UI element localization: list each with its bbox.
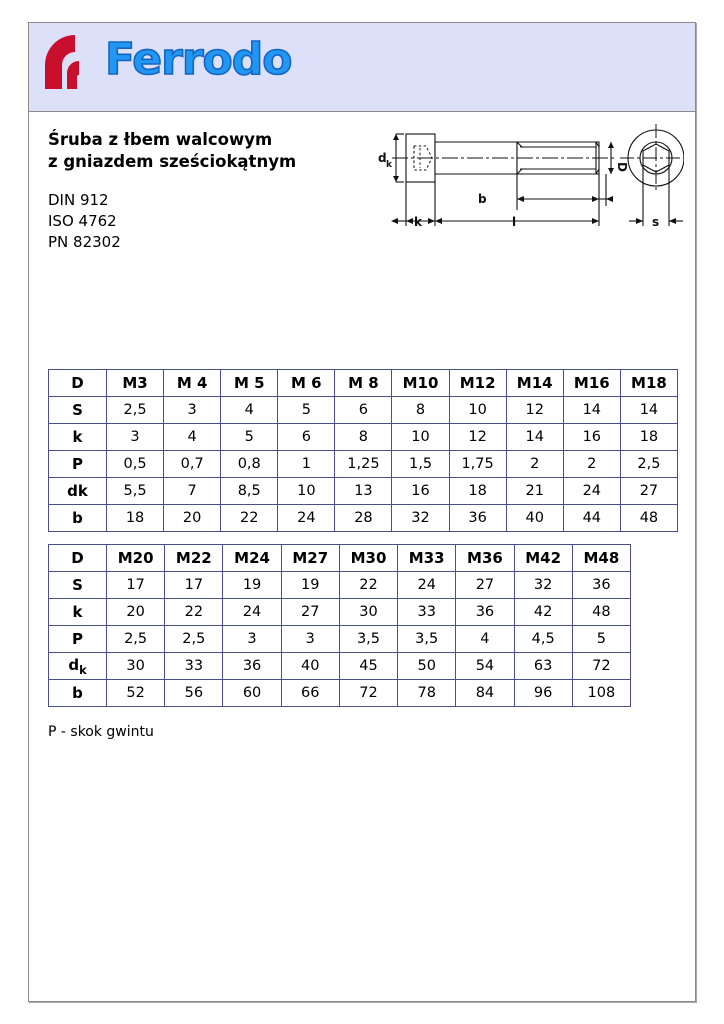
header-cell-size: M20 bbox=[107, 545, 165, 572]
table-cell: 12 bbox=[506, 397, 563, 424]
table-cell: 22 bbox=[221, 505, 278, 532]
table-cell: 33 bbox=[165, 653, 223, 680]
table-cell: 36 bbox=[572, 572, 630, 599]
header-logo-band bbox=[29, 23, 695, 112]
header-cell-size: M22 bbox=[165, 545, 223, 572]
table-cell: 96 bbox=[514, 680, 572, 707]
table-cell: 5 bbox=[572, 626, 630, 653]
table-row bbox=[49, 680, 631, 707]
table-cell: 32 bbox=[514, 572, 572, 599]
table-row bbox=[49, 599, 631, 626]
table-cell: 1,75 bbox=[449, 451, 506, 478]
table-cell: 33 bbox=[398, 599, 456, 626]
table-cell: 18 bbox=[620, 424, 677, 451]
header-cell-size: M 8 bbox=[335, 370, 392, 397]
table-cell: 40 bbox=[281, 653, 339, 680]
table-cell: 36 bbox=[223, 653, 281, 680]
table-cell: 8 bbox=[335, 424, 392, 451]
label-s: s bbox=[652, 215, 660, 229]
row-label: k bbox=[49, 424, 107, 451]
page-content bbox=[29, 112, 695, 740]
table-cell: 40 bbox=[506, 505, 563, 532]
table-cell: 42 bbox=[514, 599, 572, 626]
title-and-drawing-row bbox=[29, 112, 695, 277]
header-cell-size: M18 bbox=[620, 370, 677, 397]
table-cell: 19 bbox=[281, 572, 339, 599]
header-cell-size: M12 bbox=[449, 370, 506, 397]
table-row bbox=[49, 424, 678, 451]
table-row bbox=[49, 478, 678, 505]
table-cell: 1,5 bbox=[392, 451, 449, 478]
table-cell: 63 bbox=[514, 653, 572, 680]
table-row bbox=[49, 505, 678, 532]
table-header-row bbox=[49, 545, 631, 572]
table-cell: 16 bbox=[392, 478, 449, 505]
header-cell-dimension: D bbox=[49, 370, 107, 397]
row-label: b bbox=[49, 505, 107, 532]
label-D: D bbox=[615, 162, 629, 172]
table-cell: 14 bbox=[506, 424, 563, 451]
row-label-subscript: k bbox=[79, 662, 87, 677]
header-cell-size: M16 bbox=[563, 370, 620, 397]
table-cell: 60 bbox=[223, 680, 281, 707]
table-cell: 30 bbox=[339, 599, 397, 626]
table-cell: 32 bbox=[392, 505, 449, 532]
table-cell: 0,5 bbox=[107, 451, 164, 478]
table-cell: 3 bbox=[107, 424, 164, 451]
table-cell: 2 bbox=[506, 451, 563, 478]
table-cell: 27 bbox=[620, 478, 677, 505]
table-cell: 13 bbox=[335, 478, 392, 505]
table-cell: 3,5 bbox=[339, 626, 397, 653]
table-cell: 1 bbox=[278, 451, 335, 478]
table-cell: 5,5 bbox=[107, 478, 164, 505]
label-dk: d bbox=[378, 151, 387, 165]
table-cell: 108 bbox=[572, 680, 630, 707]
screw-technical-drawing bbox=[374, 120, 684, 238]
table-cell: 66 bbox=[281, 680, 339, 707]
standard-din: DIN 912 bbox=[48, 190, 109, 209]
table-cell: 44 bbox=[563, 505, 620, 532]
table-cell: 72 bbox=[572, 653, 630, 680]
table-cell: 24 bbox=[563, 478, 620, 505]
table-cell: 20 bbox=[107, 599, 165, 626]
header-cell-size: M30 bbox=[339, 545, 397, 572]
table-cell: 18 bbox=[107, 505, 164, 532]
label-k: k bbox=[414, 215, 422, 229]
table-cell: 6 bbox=[335, 397, 392, 424]
table-cell: 3 bbox=[164, 397, 221, 424]
table-cell: 24 bbox=[223, 599, 281, 626]
table-cell: 22 bbox=[165, 599, 223, 626]
label-dk-sub: k bbox=[386, 160, 392, 170]
table-cell: 0,7 bbox=[164, 451, 221, 478]
table-cell: 8 bbox=[392, 397, 449, 424]
header-cell-size: M14 bbox=[506, 370, 563, 397]
table-cell: 4 bbox=[456, 626, 514, 653]
table-cell: 1,25 bbox=[335, 451, 392, 478]
table-cell: 14 bbox=[620, 397, 677, 424]
table-cell: 17 bbox=[165, 572, 223, 599]
table-cell: 3 bbox=[223, 626, 281, 653]
row-label: b bbox=[49, 680, 107, 707]
label-b: b bbox=[478, 192, 487, 206]
table-cell: 4 bbox=[164, 424, 221, 451]
company-logo bbox=[41, 31, 291, 93]
title-block bbox=[48, 129, 296, 254]
header-cell-size: M 5 bbox=[221, 370, 278, 397]
table-cell: 84 bbox=[456, 680, 514, 707]
header-cell-size: M 4 bbox=[164, 370, 221, 397]
dimensions-table-1-wrapper bbox=[48, 369, 678, 532]
table-cell: 48 bbox=[620, 505, 677, 532]
table-cell: 8,5 bbox=[221, 478, 278, 505]
table-cell: 30 bbox=[107, 653, 165, 680]
table-cell: 4 bbox=[221, 397, 278, 424]
table-row bbox=[49, 397, 678, 424]
ferrodo-wordmark: Ferrodo bbox=[105, 34, 292, 85]
header-cell-size: M 6 bbox=[278, 370, 335, 397]
table-cell: 7 bbox=[164, 478, 221, 505]
dimensions-table-2-wrapper bbox=[48, 544, 631, 707]
header-cell-size: M3 bbox=[107, 370, 164, 397]
table-cell: 3,5 bbox=[398, 626, 456, 653]
table-cell: 21 bbox=[506, 478, 563, 505]
table-cell: 52 bbox=[107, 680, 165, 707]
table-cell: 48 bbox=[572, 599, 630, 626]
row-label bbox=[49, 653, 107, 680]
table-cell: 2 bbox=[563, 451, 620, 478]
table-cell: 5 bbox=[278, 397, 335, 424]
dimensions-table-2 bbox=[48, 544, 631, 707]
table-cell: 36 bbox=[449, 505, 506, 532]
table-cell: 17 bbox=[107, 572, 165, 599]
table-cell: 24 bbox=[278, 505, 335, 532]
header-cell-size: M36 bbox=[456, 545, 514, 572]
table-cell: 3 bbox=[281, 626, 339, 653]
table-cell: 20 bbox=[164, 505, 221, 532]
header-cell-size: M48 bbox=[572, 545, 630, 572]
header-cell-size: M24 bbox=[223, 545, 281, 572]
row-label: S bbox=[49, 572, 107, 599]
table-cell: 6 bbox=[278, 424, 335, 451]
table-cell: 78 bbox=[398, 680, 456, 707]
table-header-row bbox=[49, 370, 678, 397]
table-row bbox=[49, 572, 631, 599]
table-cell: 10 bbox=[449, 397, 506, 424]
table-cell: 18 bbox=[449, 478, 506, 505]
row-label: k bbox=[49, 599, 107, 626]
header-cell-size: M33 bbox=[398, 545, 456, 572]
table-cell: 2,5 bbox=[107, 626, 165, 653]
product-title bbox=[48, 129, 296, 173]
footnote-thread-pitch: P - skok gwintu bbox=[48, 724, 154, 740]
table-cell: 14 bbox=[563, 397, 620, 424]
table-cell: 28 bbox=[335, 505, 392, 532]
header-cell-size: M10 bbox=[392, 370, 449, 397]
standard-iso: ISO 4762 bbox=[48, 212, 117, 231]
table-cell: 16 bbox=[563, 424, 620, 451]
table-cell: 2,5 bbox=[107, 397, 164, 424]
table-cell: 24 bbox=[398, 572, 456, 599]
table-cell: 0,8 bbox=[221, 451, 278, 478]
table-cell: 56 bbox=[165, 680, 223, 707]
table-cell: 72 bbox=[339, 680, 397, 707]
table-cell: 22 bbox=[339, 572, 397, 599]
table-row bbox=[49, 451, 678, 478]
dimensions-table-1 bbox=[48, 369, 678, 532]
table-cell: 27 bbox=[281, 599, 339, 626]
table-cell: 50 bbox=[398, 653, 456, 680]
datasheet-page bbox=[28, 22, 696, 1002]
table-cell: 36 bbox=[456, 599, 514, 626]
table-row bbox=[49, 626, 631, 653]
table-cell: 5 bbox=[221, 424, 278, 451]
ferrodo-mark-icon bbox=[41, 31, 103, 93]
header-cell-size: M27 bbox=[281, 545, 339, 572]
header-cell-dimension: D bbox=[49, 545, 107, 572]
label-l: l bbox=[512, 215, 517, 229]
table-cell: 19 bbox=[223, 572, 281, 599]
table-cell: 12 bbox=[449, 424, 506, 451]
product-title-line1: Śruba z łbem walcowym bbox=[48, 130, 273, 149]
table-cell: 27 bbox=[456, 572, 514, 599]
table-row bbox=[49, 653, 631, 680]
row-label: P bbox=[49, 451, 107, 478]
row-label-base: d bbox=[68, 655, 80, 674]
header-cell-size: M42 bbox=[514, 545, 572, 572]
standard-pn: PN 82302 bbox=[48, 233, 121, 252]
table-cell: 10 bbox=[392, 424, 449, 451]
row-label: P bbox=[49, 626, 107, 653]
table-cell: 10 bbox=[278, 478, 335, 505]
table-cell: 54 bbox=[456, 653, 514, 680]
product-title-line2: z gniazdem sześciokątnym bbox=[48, 151, 297, 171]
table-cell: 2,5 bbox=[165, 626, 223, 653]
row-label: S bbox=[49, 397, 107, 424]
table-cell: 2,5 bbox=[620, 451, 677, 478]
table-cell: 45 bbox=[339, 653, 397, 680]
row-label: dk bbox=[49, 478, 107, 505]
table-cell: 4,5 bbox=[514, 626, 572, 653]
standards-list bbox=[48, 190, 296, 254]
